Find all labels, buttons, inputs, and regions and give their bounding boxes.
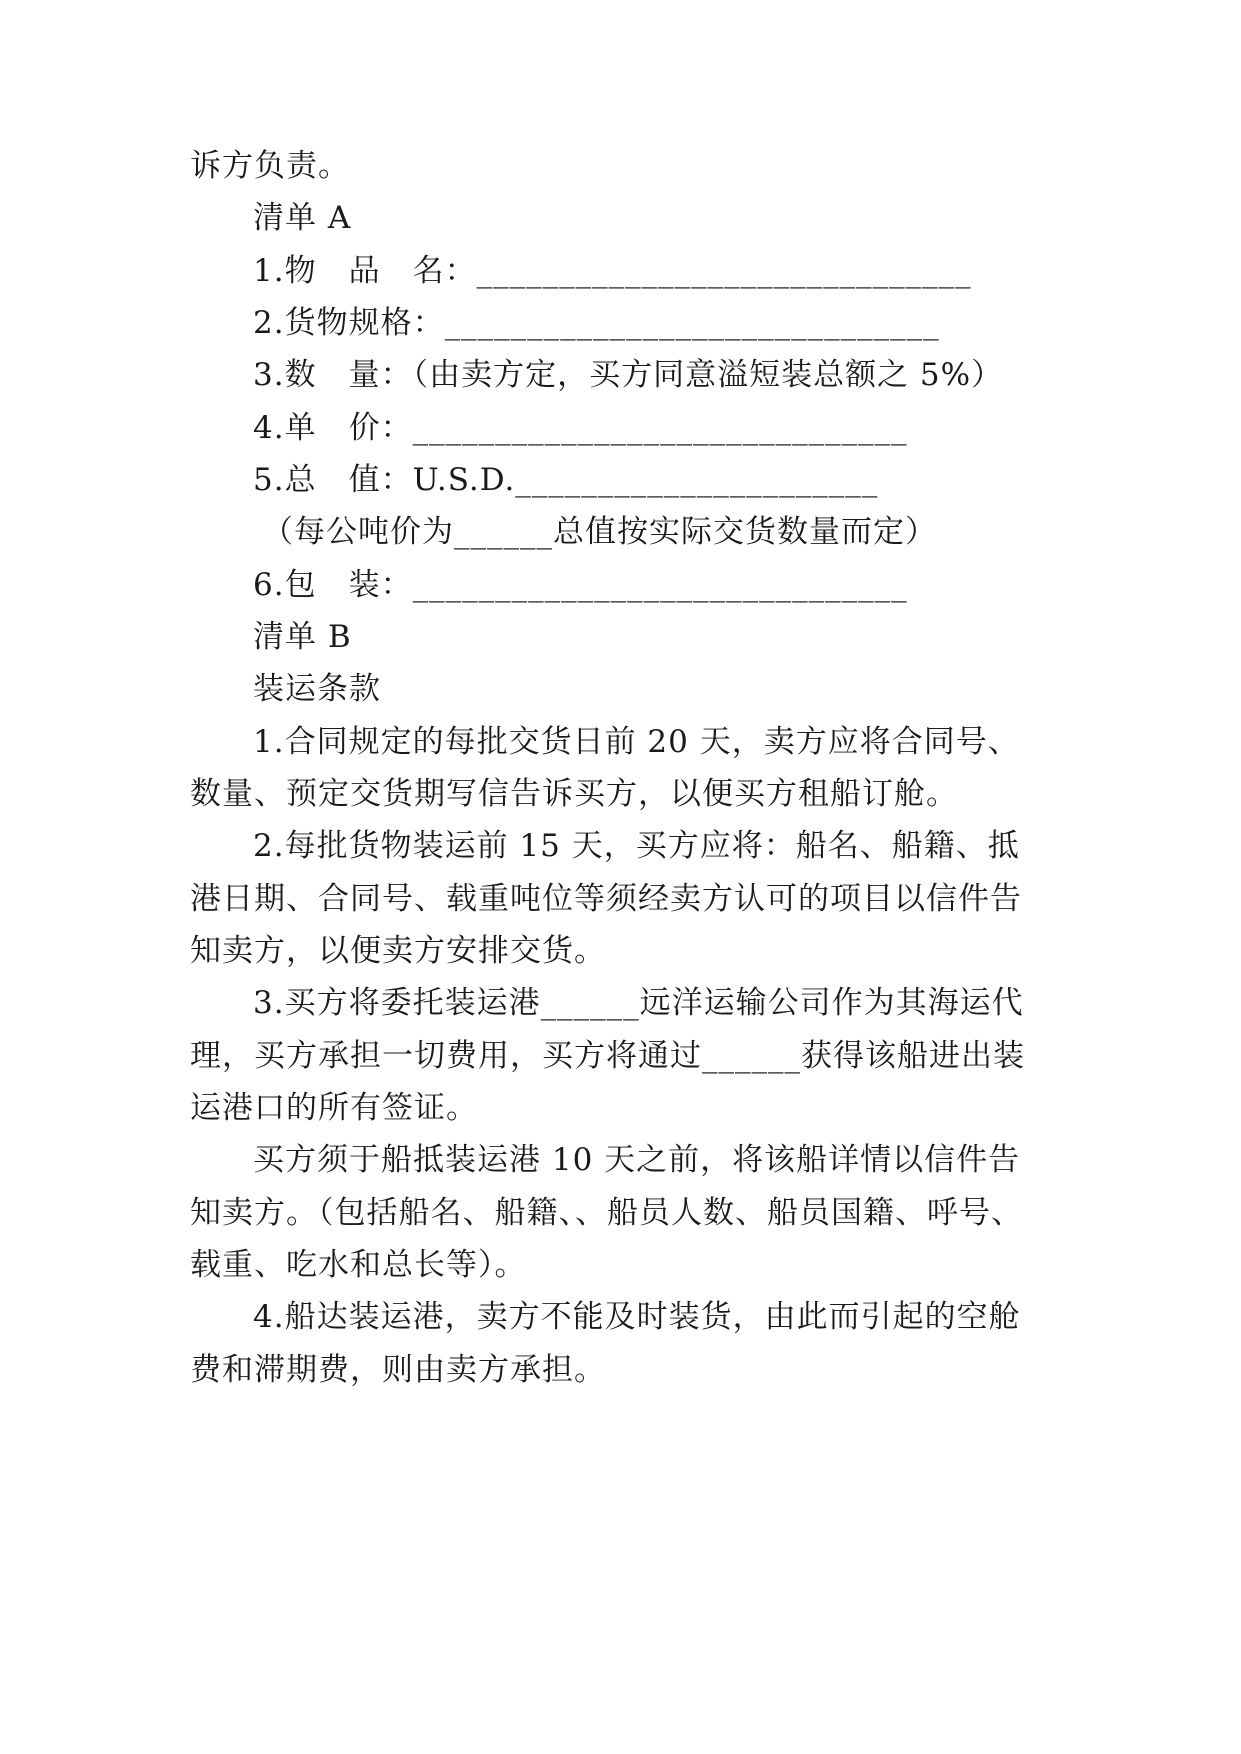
field-unit-price: 4.单 价：______________________________ <box>253 410 908 446</box>
field-item-name: 1.物 品 名：______________________________ <box>253 253 972 289</box>
text-line-continuation: 诉方负责。 <box>190 148 350 184</box>
field-specification: 2.货物规格：______________________________ <box>253 305 940 341</box>
clause-2-line-2: 港日期、合同号、载重吨位等须经卖方认可的项目以信件告 <box>190 881 1022 917</box>
heading-list-b: 清单 B <box>253 619 352 655</box>
clause-1-line-1: 1.合同规定的每批交货日前 20 天，卖方应将合同号、 <box>253 724 1020 760</box>
clause-2-line-1: 2.每批货物装运前 15 天，买方应将：船名、船籍、抵 <box>253 828 1020 864</box>
field-total-value: 5.总 值：U.S.D.______________________ <box>253 462 879 498</box>
clause-3-line-2: 理，买方承担一切费用，买方将通过______获得该船进出装 <box>190 1038 1025 1074</box>
clause-3-para-2-line-3: 载重、吃水和总长等）。 <box>190 1247 527 1283</box>
note-price-per-ton: （每公吨价为______总值按实际交货数量而定） <box>262 514 937 550</box>
heading-list-a: 清单 A <box>253 200 352 236</box>
field-packing: 6.包 装：______________________________ <box>253 567 908 603</box>
clause-3-para-2-line-1: 买方须于船抵装运港 10 天之前，将该船详情以信件告 <box>253 1142 1021 1178</box>
heading-shipping-terms: 装运条款 <box>253 671 381 707</box>
clause-2-line-3: 知卖方，以便卖方安排交货。 <box>190 933 606 969</box>
field-quantity: 3.数 量：（由卖方定，买方同意溢短装总额之 5%） <box>253 357 1004 393</box>
clause-3-para-2-line-2: 知卖方。（包括船名、船籍、、船员人数、船员国籍、呼号、 <box>190 1195 1023 1231</box>
clause-3-line-3: 运港口的所有签证。 <box>190 1090 478 1126</box>
clause-1-line-2: 数量、预定交货期写信告诉买方，以便买方租船订舱。 <box>190 776 958 812</box>
clause-3-line-1: 3.买方将委托装运港______远洋运输公司作为其海运代 <box>253 985 1024 1021</box>
clause-4-line-2: 费和滞期费，则由卖方承担。 <box>190 1352 606 1388</box>
clause-4-line-1: 4.船达装运港，卖方不能及时装货，由此而引起的空舱 <box>253 1299 1021 1335</box>
